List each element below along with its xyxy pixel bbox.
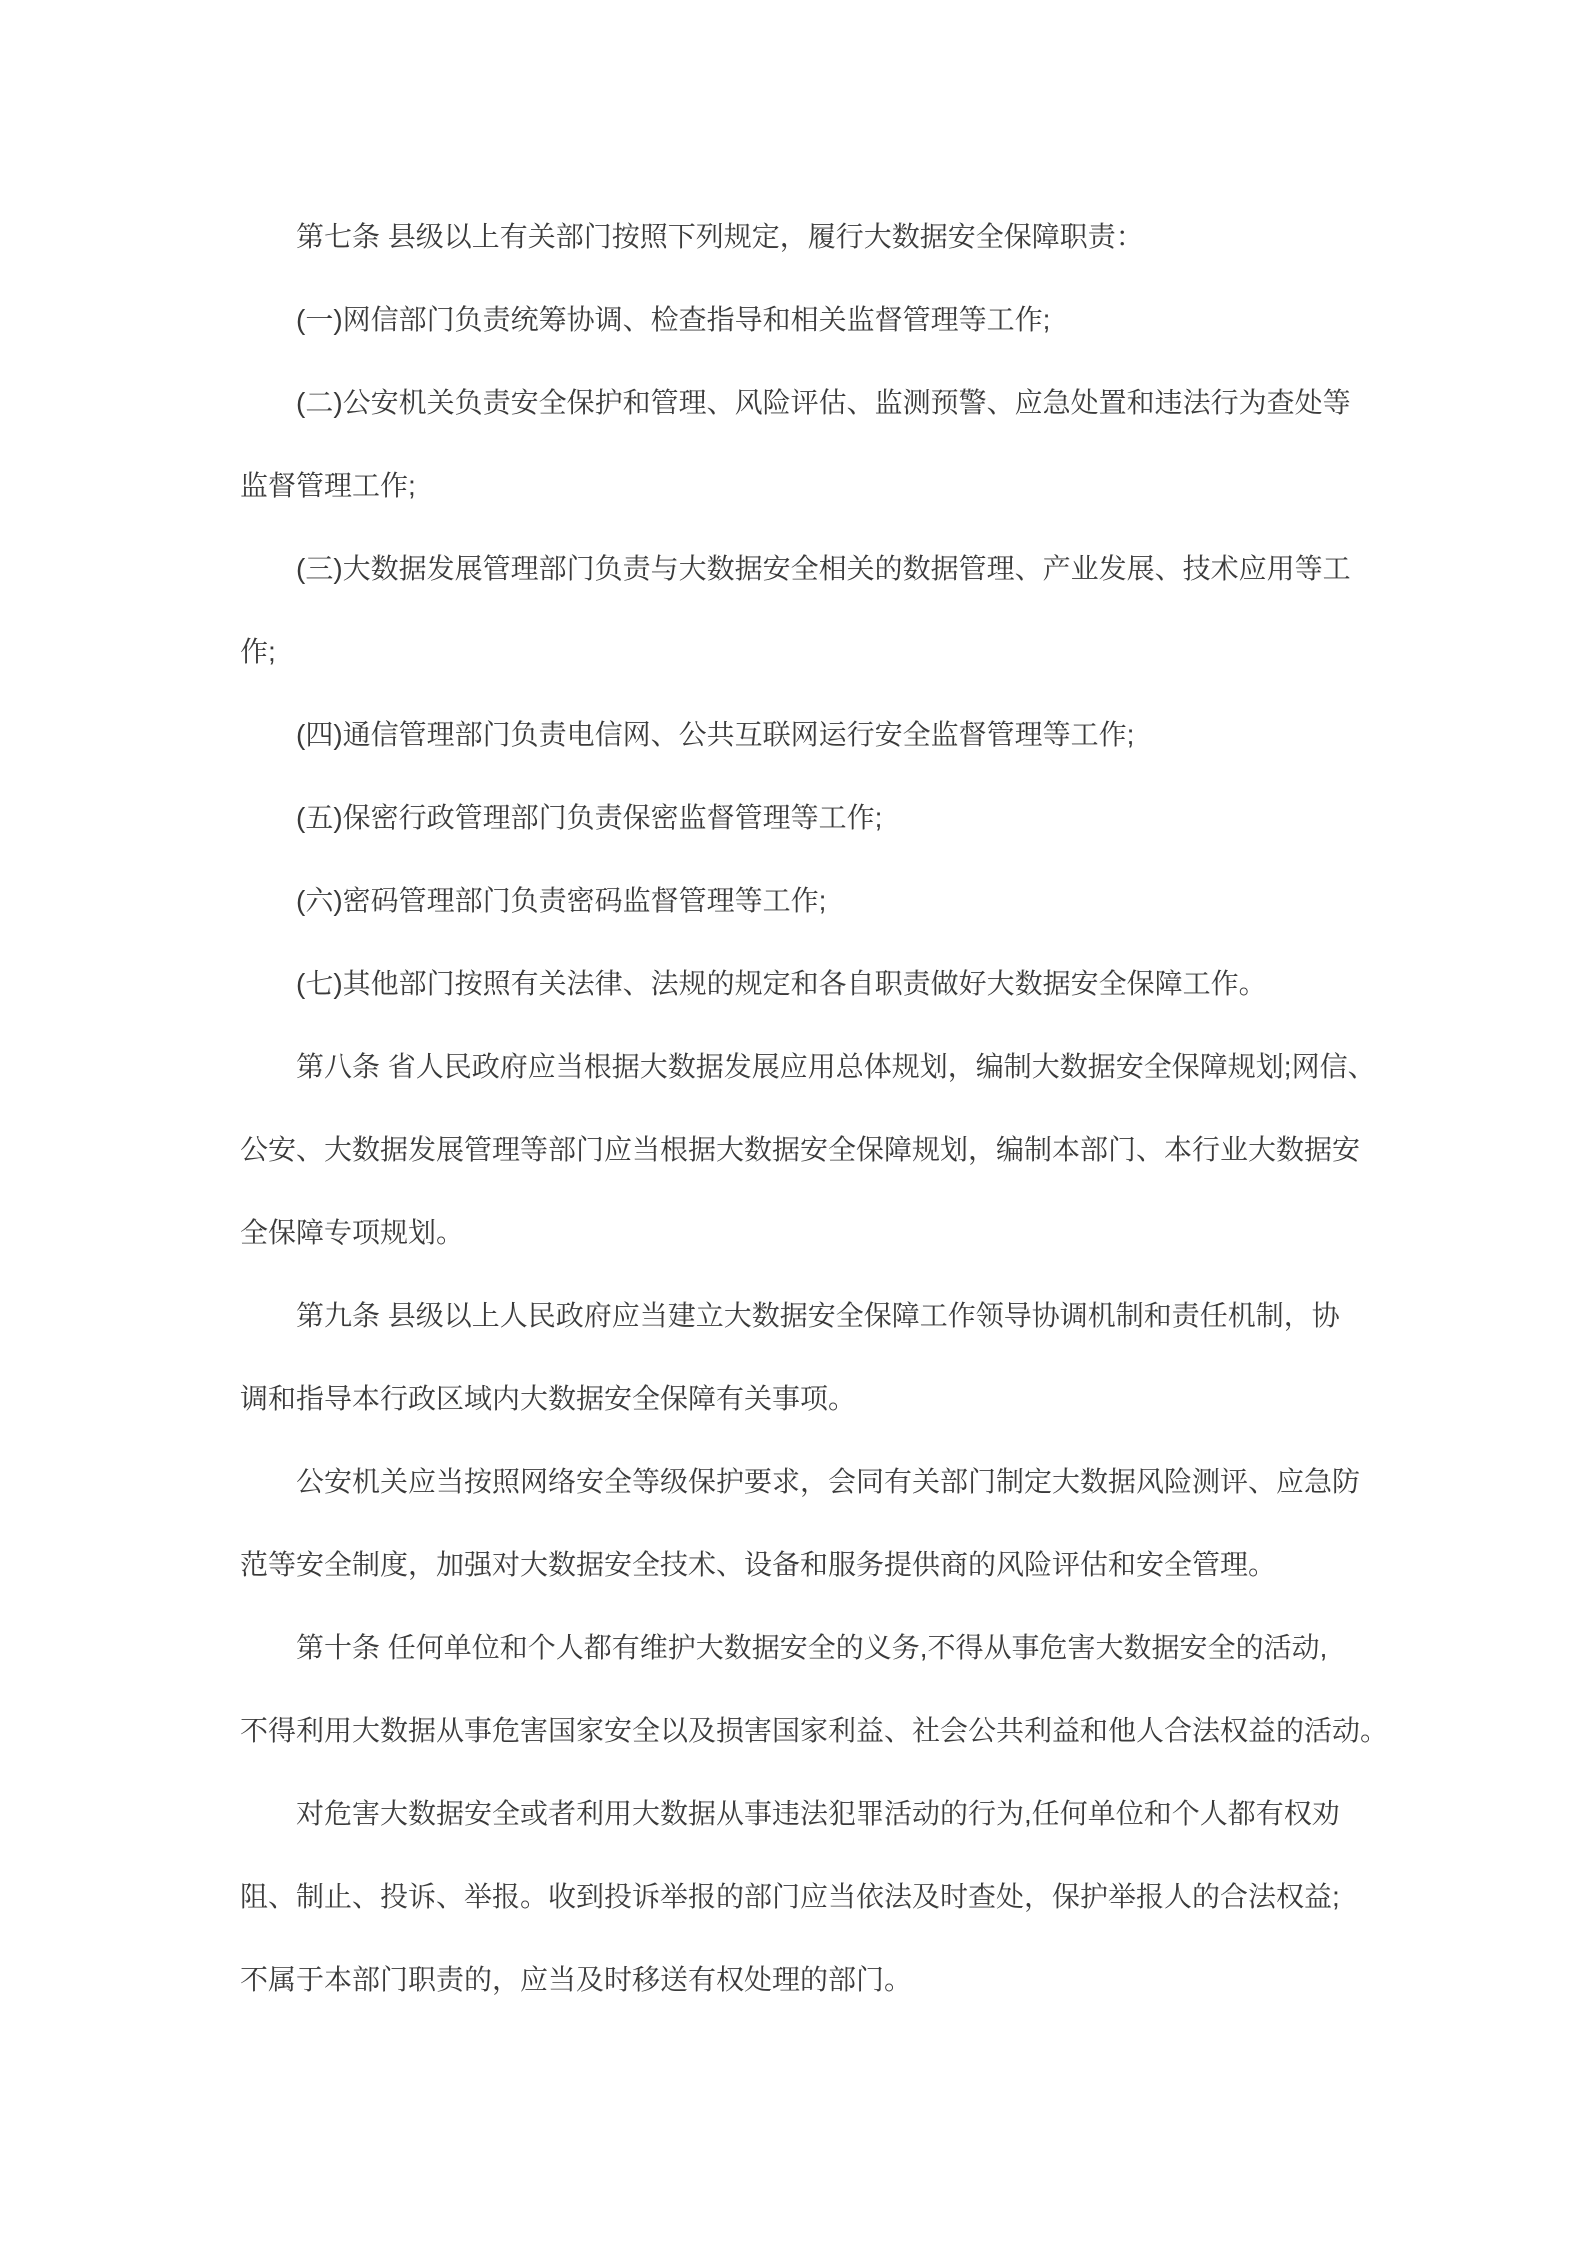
document-line: (五)保密行政管理部门负责保密监督管理等工作; xyxy=(296,802,883,833)
document-line: 作; xyxy=(240,636,276,667)
document-line: (七)其他部门按照有关法律、法规的规定和各自职责做好大数据安全保障工作。 xyxy=(296,968,1267,999)
document-line: 全保障专项规划。 xyxy=(240,1217,465,1248)
document-line: 第九条 县级以上人民政府应当建立大数据安全保障工作领导协调机制和责任机制，协 xyxy=(296,1300,1340,1331)
document-line: 不属于本部门职责的，应当及时移送有权处理的部门。 xyxy=(240,1964,913,1995)
document-line: 阻、制止、投诉、举报。收到投诉举报的部门应当依法及时查处，保护举报人的合法权益; xyxy=(240,1881,1340,1912)
document-line: 对危害大数据安全或者利用大数据从事违法犯罪活动的行为,任何单位和个人都有权劝 xyxy=(296,1798,1340,1829)
document-line: (三)大数据发展管理部门负责与大数据安全相关的数据管理、产业发展、技术应用等工 xyxy=(296,553,1351,584)
document-line: 第八条 省人民政府应当根据大数据发展应用总体规划，编制大数据安全保障规划;网信、 xyxy=(296,1051,1376,1082)
document-line: (四)通信管理部门负责电信网、公共互联网运行安全监督管理等工作; xyxy=(296,719,1135,750)
document-line: 范等安全制度，加强对大数据安全技术、设备和服务提供商的风险评估和安全管理。 xyxy=(240,1549,1277,1580)
document-line: 公安机关应当按照网络安全等级保护要求，会同有关部门制定大数据风险测评、应急防 xyxy=(296,1466,1361,1497)
document-line: 第七条 县级以上有关部门按照下列规定，履行大数据安全保障职责： xyxy=(296,221,1144,252)
document-line: (一)网信部门负责统筹协调、检查指导和相关监督管理等工作; xyxy=(296,304,1051,335)
document-line: 监督管理工作; xyxy=(240,470,416,501)
document-line: 不得利用大数据从事危害国家安全以及损害国家利益、社会公共利益和他人合法权益的活动。 xyxy=(240,1715,1389,1746)
document-line: 第十条 任何单位和个人都有维护大数据安全的义务,不得从事危害大数据安全的活动, xyxy=(296,1632,1328,1663)
document-line: (二)公安机关负责安全保护和管理、风险评估、监测预警、应急处置和违法行为查处等 xyxy=(296,387,1351,418)
document-line: 公安、大数据发展管理等部门应当根据大数据安全保障规划，编制本部门、本行业大数据安 xyxy=(240,1134,1361,1165)
document-line: (六)密码管理部门负责密码监督管理等工作; xyxy=(296,885,827,916)
document-line: 调和指导本行政区域内大数据安全保障有关事项。 xyxy=(240,1383,857,1414)
